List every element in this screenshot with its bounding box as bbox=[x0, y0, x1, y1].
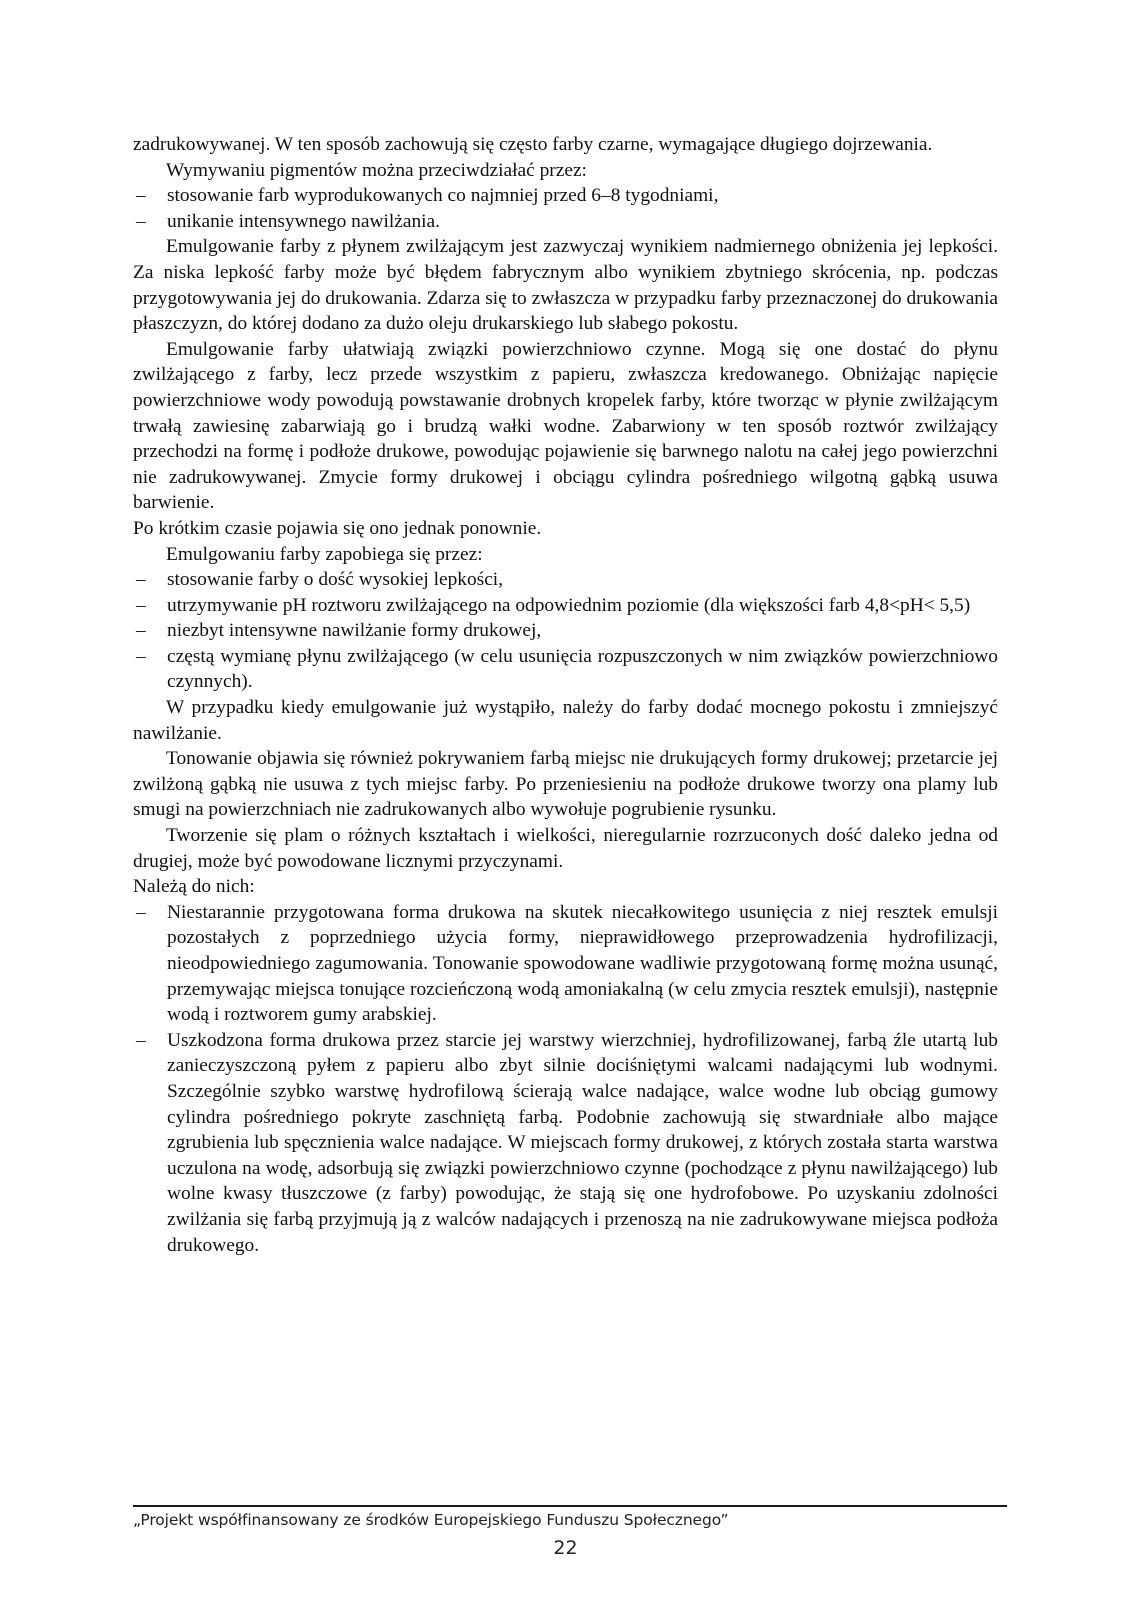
paragraph: Tworzenie się plam o różnych kształtach i wielkości, nieregularnie rozrzuconych dość daleko jedna od drugiej, może być powodowane licznymi przyczynami. bbox=[133, 825, 998, 872]
document-body bbox=[133, 132, 998, 1258]
list-dash-marker: – bbox=[136, 569, 146, 591]
list-item bbox=[133, 900, 998, 1028]
list-item bbox=[133, 618, 998, 644]
list-dash-marker: – bbox=[136, 210, 146, 232]
list-dash-marker: – bbox=[136, 901, 146, 923]
paragraph: zadrukowywanej. W ten sposób zachowują się często farby czarne, wymagające długiego dojrzewania. bbox=[133, 134, 933, 155]
paragraph: Należą do nich: bbox=[133, 876, 255, 898]
paragraph: Emulgowanie farby ułatwiają związki powierzchniowo czynne. Mogą się one dostać do płynu zwilżającego z farby, lecz przede wszystkim z papieru, zwłaszcza kredowanego. Obniżając napięcie powierzchniowe wody powodują powstawanie drobnych kropelek farby, które tworząc w płynie zwilżającym trwałą zawiesinę zabarwiają go i brudzą wałki wodne. Zabarwiony w ten sposób roztwór zwilżający przechodzi na formę i podłoże drukowe, powodując pojawienie się barwnego nalotu na całej jego powierzchni nie zadrukowywanej. Zmycie formy drukowej i obciągu cylindra pośredniego wilgotną gąbką usuwa barwienie. bbox=[133, 338, 998, 514]
list-dash-marker: – bbox=[136, 1029, 146, 1051]
list-dash-marker: – bbox=[136, 620, 146, 642]
paragraph: Po krótkim czasie pojawia się ono jednak ponownie. bbox=[133, 517, 542, 539]
page-number: 22 bbox=[553, 1537, 578, 1559]
list-item-text: częstą wymianę płynu zwilżającego (w celu usunięcia rozpuszczonych w nim związków powierzchniowo czynnych). bbox=[167, 645, 998, 693]
list-item bbox=[133, 1028, 998, 1258]
list-item bbox=[133, 644, 998, 695]
footer-funding-note: „Projekt współfinansowany ze środków Europejskiego Funduszu Społecznego” bbox=[133, 1511, 729, 1529]
list-item-text: niezbyt intensywne nawilżanie formy drukowej, bbox=[167, 620, 542, 642]
list-item-text: Niestarannie przygotowana forma drukowa na skutek niecałkowitego usunięcia z niej resztek emulsji pozostałych z poprzedniego użycia formy, nieprawidłowego przeprowadzenia hydrofilizacji, nieodpowiedniego zagumowania. Tonowanie spowodowane wadliwie przygotowaną formę można usunąć, przemywając miejsca tonujące rozcieńczoną wodą amoniakalną (w celu zmycia resztek emulsji), następnie wodą i roztworem gumy arabskiej. bbox=[167, 901, 998, 1026]
list-item bbox=[133, 593, 998, 619]
paragraph: W przypadku kiedy emulgowanie już wystąpiło, należy do farby dodać mocnego pokostu i zmniejszyć nawilżanie. bbox=[133, 697, 998, 744]
paragraph: Wymywaniu pigmentów można przeciwdziałać przez: bbox=[166, 159, 587, 181]
paragraph: Emulgowaniu farby zapobiega się przez: bbox=[166, 543, 483, 565]
list-dash-marker: – bbox=[136, 645, 146, 667]
list-item-text: utrzymywanie pH roztworu zwilżającego na odpowiednim poziomie (dla większości farb 4,8<pH< 5,5) bbox=[167, 594, 971, 616]
list-dash-marker: – bbox=[136, 185, 146, 207]
list-item bbox=[133, 567, 998, 593]
list-item bbox=[133, 183, 998, 209]
list-item bbox=[133, 209, 998, 235]
footer-divider bbox=[133, 1505, 1007, 1507]
list-item-text: Uszkodzona forma drukowa przez starcie jej warstwy wierzchniej, hydrofilizowanej, farbą źle utartą lub zanieczyszczoną pyłem z papieru albo zbyt silnie dociśniętymi walcami nadającymi lub wodnymi. Szczególnie szybko warstwę hydrofilową ścierają walce nadające, walce wodne lub obciąg gumowy cylindra pośredniego pokryte zaschniętą farbą. Podobnie zachowują się stwardniałe albo mające zgrubienia lub spęcznienia walce nadające. W miejscach formy drukowej, z których została starta warstwa uczulona na wodę, adsorbują się związki powierzchniowo czynne (pochodzące z płynu nawilżającego) lub wolne kwasy tłuszczowe (z farby) powodując, że stają się one hydrofobowe. Po uzyskaniu zdolności zwilżania się farbą przyjmują ją z walców nadających i przenoszą na nie zadrukowywane miejsca podłoża drukowego. bbox=[167, 1029, 998, 1256]
paragraph: Emulgowanie farby z płynem zwilżającym jest zazwyczaj wynikiem nadmiernego obniżenia jej lepkości. Za niska lepkość farby może być błędem fabrycznym albo wynikiem zbytniego skrócenia, np. podczas przygotowywania jej do drukowania. Zdarza się to zwłaszcza w przypadku farby przeznaczonej do drukowania płaszczyzn, do której dodano za dużo oleju drukarskiego lub słabego pokostu. bbox=[133, 236, 998, 335]
list-item-text: stosowanie farby o dość wysokiej lepkości, bbox=[167, 569, 504, 591]
list-item-text: unikanie intensywnego nawilżania. bbox=[167, 210, 441, 232]
paragraph: Tonowanie objawia się również pokrywaniem farbą miejsc nie drukujących formy drukowej; przetarcie jej zwilżoną gąbką nie usuwa z tych miejsc farby. Po przeniesieniu na podłoże drukowe tworzy ona plamy lub smugi na powierzchniach nie zadrukowanych albo wywołuje pogrubienie rysunku. bbox=[133, 748, 998, 821]
list-dash-marker: – bbox=[136, 594, 146, 616]
list-item-text: stosowanie farb wyprodukowanych co najmniej przed 6–8 tygodniami, bbox=[167, 185, 719, 207]
